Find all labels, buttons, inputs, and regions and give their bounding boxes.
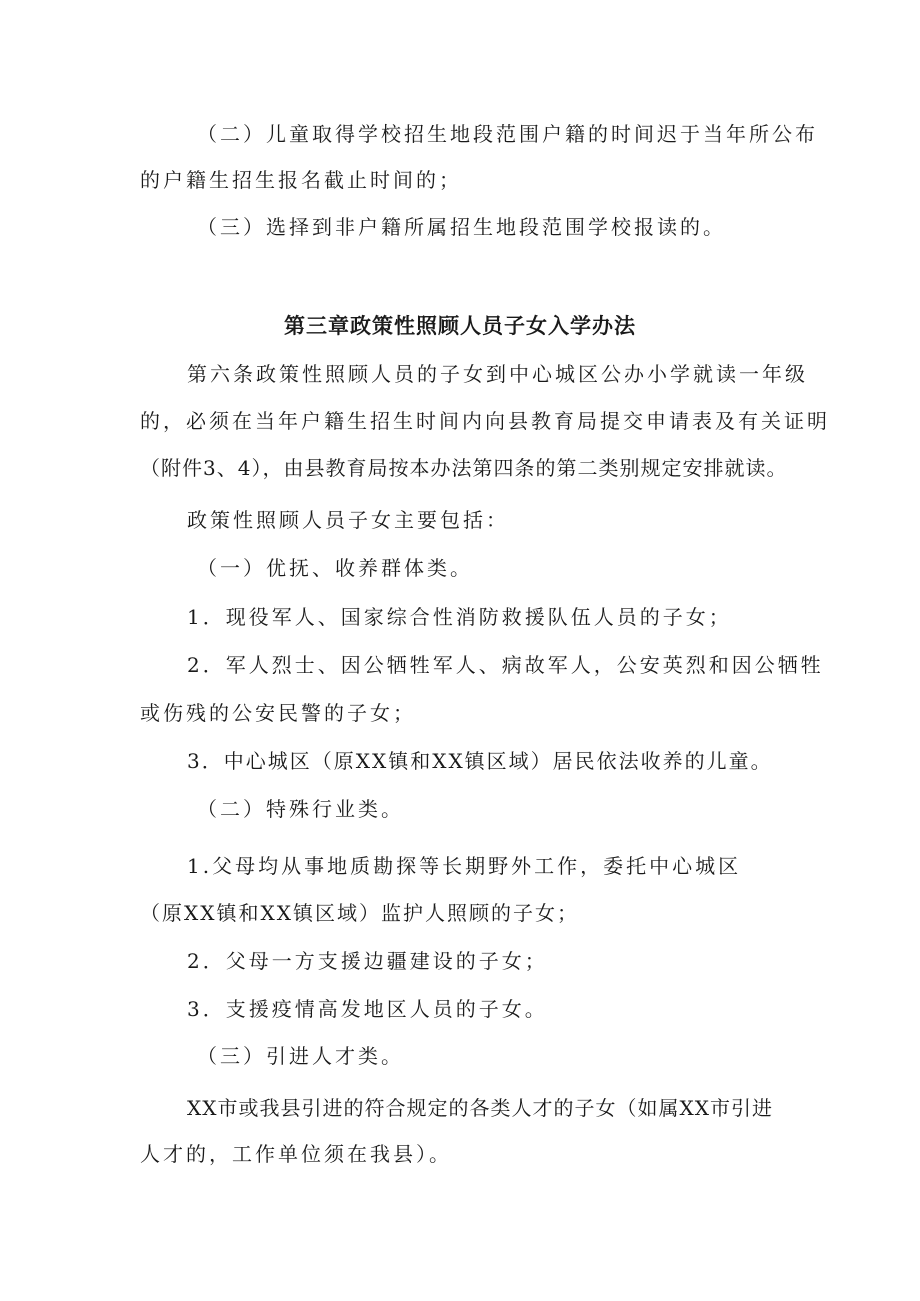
- article-6-line-2: 的，必须在当年户籍生招生时间内向县教育局提交申请表及有关证明: [140, 409, 830, 433]
- category-3-line-2: 人才的，工作单位须在我县）。: [140, 1142, 452, 1166]
- clause-2-line-2: 的户籍生招生报名截止时间的；: [140, 168, 462, 192]
- category-3-heading: （三）引进人才类。: [197, 1044, 404, 1068]
- category-3-line-1: XX市或我县引进的符合规定的各类人才的子女（如属XX市引进: [187, 1096, 773, 1120]
- chapter-heading: 第三章政策性照顾人员子女入学办法: [284, 314, 636, 338]
- category-2-heading: （二）特殊行业类。: [197, 797, 404, 821]
- category-2-item-2: 2．父母一方支援边疆建设的子女；: [187, 949, 548, 973]
- includes-line: 政策性照顾人员子女主要包括：: [187, 508, 509, 532]
- category-1-heading: （一）优抚、收养群体类。: [197, 556, 473, 580]
- category-2-item-1-line-1: 1.父母均从事地质勘探等长期野外工作，委托中心城区: [187, 854, 742, 878]
- category-1-item-2-line-1: 2．军人烈士、因公牺牲军人、病故军人，公安英烈和因公牺牲: [187, 653, 824, 677]
- clause-2-line-1: （二）儿童取得学校招生地段范围户籍的时间迟于当年所公布: [197, 122, 818, 146]
- article-6-line-3: （附件3、4），由县教育局按本办法第四条的第二类别规定安排就读。: [140, 456, 788, 480]
- article-6-line-1: 第六条政策性照顾人员的子女到中心城区公办小学就读一年级: [187, 362, 808, 386]
- category-2-item-1-line-2: （原XX镇和XX镇区域）监护人照顾的子女；: [140, 901, 579, 925]
- category-1-item-1: 1．现役军人、国家综合性消防救援队伍人员的子女；: [187, 605, 732, 629]
- clause-3-line: （三）选择到非户籍所属招生地段范围学校报读的。: [197, 215, 726, 239]
- category-1-item-2-line-2: 或伤残的公安民警的子女；: [140, 701, 416, 725]
- category-1-item-3: 3．中心城区（原XX镇和XX镇区域）居民依法收养的儿童。: [187, 749, 773, 773]
- category-2-item-3: 3．支援疫情高发地区人员的子女。: [187, 997, 548, 1021]
